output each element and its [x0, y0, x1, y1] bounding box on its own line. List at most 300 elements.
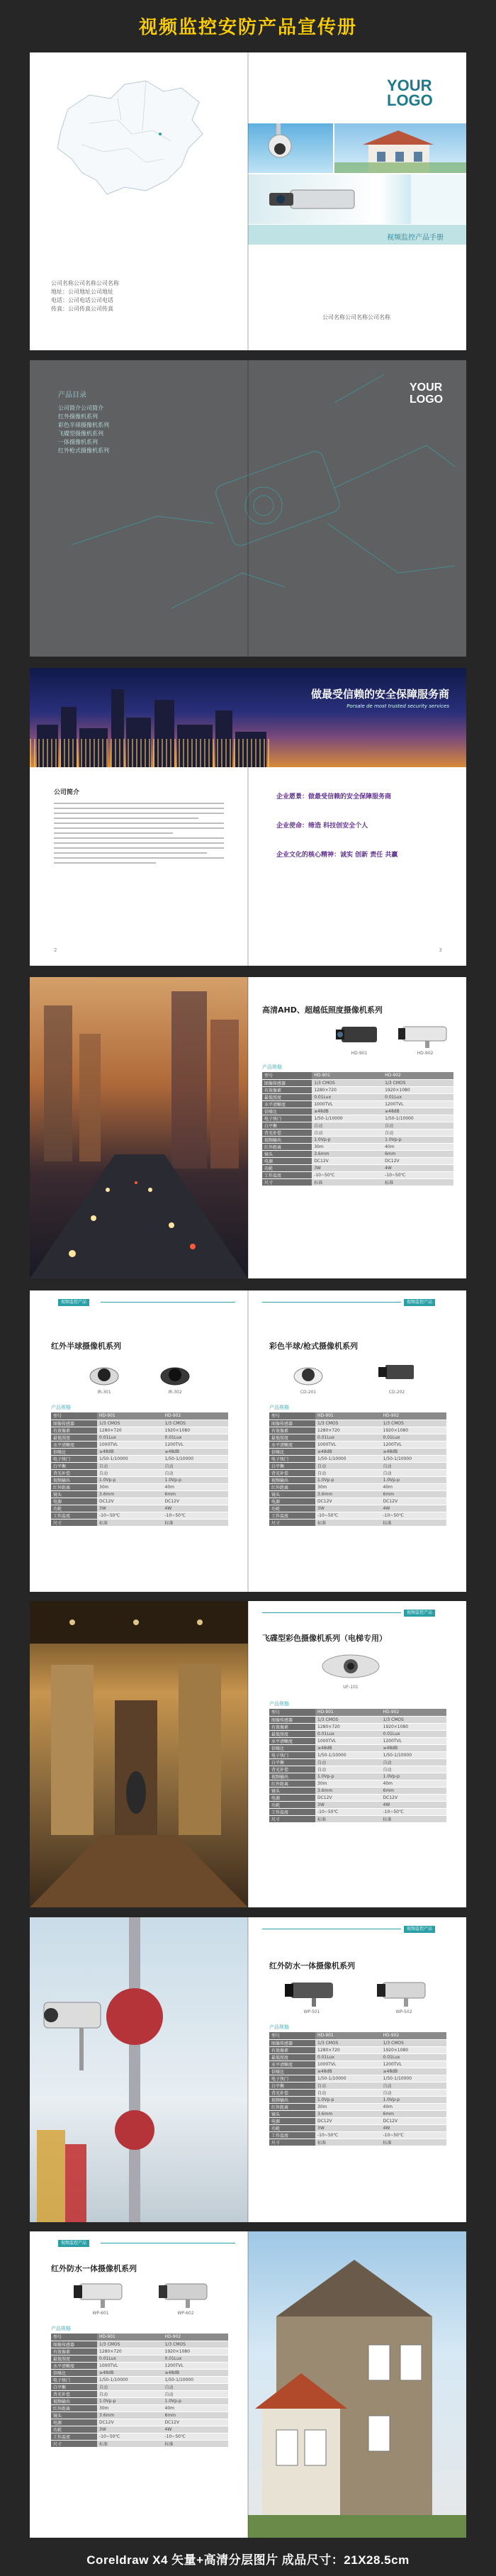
spec-cell: 镜头: [51, 2411, 97, 2419]
spec-cell: 1000TVL: [315, 1441, 381, 1448]
spec-row: [269, 1751, 446, 1758]
spec-cell: 1.0Vp-p: [381, 1773, 447, 1780]
spec-cell: 4W: [381, 2124, 447, 2131]
spec-cell: 1.0Vp-p: [381, 1476, 447, 1483]
spec-cell: ≥48dB: [315, 1744, 381, 1751]
spec-row: [269, 1794, 446, 1801]
spec-cell: 1.0Vp-p: [383, 1136, 453, 1143]
company-address-line: 地址：公司地址公司地址: [51, 289, 113, 295]
spec-label: 产品规格: [262, 1064, 282, 1070]
spec-cell: DC12V: [383, 1157, 453, 1164]
waterproof-series-page: [248, 1917, 466, 2222]
spec-cell: -10~50℃: [312, 1171, 383, 1178]
spec-cell: 最低照度: [269, 1434, 315, 1441]
spec-cell: 1/50-1/10000: [381, 1455, 447, 1462]
logo-text: YOUR LOGO: [387, 77, 433, 109]
spec-cell: -10~50℃: [97, 1512, 163, 1519]
spec-row: [269, 2103, 446, 2110]
spec-cell: 1200TVL: [381, 1441, 447, 1448]
spec-row: [269, 1787, 446, 1794]
spec-cell: HD-901: [315, 2032, 381, 2039]
bullet-camera-image: [283, 1977, 340, 2008]
spec-cell: -10~50℃: [163, 1512, 229, 1519]
spec-cell: 3W: [315, 2124, 381, 2131]
spec-cell: DC12V: [381, 2117, 447, 2124]
spec-cell: 6mm: [381, 2110, 447, 2117]
spec-cell: 视频输出: [269, 2096, 315, 2103]
spec-cell: 自动: [97, 1462, 163, 1469]
spec-cell: DC12V: [97, 2419, 163, 2426]
spec-row: [51, 2376, 228, 2383]
spec-cell: 自动: [163, 1469, 229, 1476]
spec-cell: 0.01Lux: [315, 2053, 381, 2061]
spec-cell: ≥48dB: [312, 1108, 383, 1115]
spec-cell: 自动: [315, 1462, 381, 1469]
spec-cell: 30m: [315, 2103, 381, 2110]
spec-cell: 40m: [163, 1483, 229, 1490]
spec-cell: 自动: [381, 1758, 447, 1766]
spec-row: [262, 1143, 453, 1150]
spec-row: [269, 1815, 446, 1822]
spec-cell: ≥48dB: [97, 1448, 163, 1455]
spec-row: [269, 2068, 446, 2075]
spec-cell: 水平清晰度: [269, 2061, 315, 2068]
spec-cell: 水平清晰度: [262, 1100, 312, 1108]
spec-cell: 型号: [262, 1072, 312, 1079]
spec-cell: 工作温度: [262, 1171, 312, 1178]
spec-cell: 1280×720: [97, 2348, 163, 2355]
spec-cell: 尺寸: [269, 1519, 315, 1526]
spec-cell: 自动: [163, 1462, 229, 1469]
spec-cell: 红外距离: [269, 2103, 315, 2110]
spec-row: [51, 1476, 228, 1483]
cover-photo-villa: [334, 123, 466, 173]
spec-cell: 40m: [163, 2404, 229, 2411]
spec-row: [269, 2096, 446, 2103]
spec-cell: 1/3 CMOS: [315, 1420, 381, 1427]
spec-cell: 1200TVL: [381, 1737, 447, 1744]
spec-cell: 电源: [51, 1498, 97, 1505]
spec-cell: 电源: [269, 2117, 315, 2124]
spec-cell: 1/50-1/10000: [383, 1115, 453, 1122]
camera-model-label: CD-202: [388, 1390, 405, 1395]
spread-house: [30, 2231, 466, 2538]
intro-paragraph: [54, 803, 224, 867]
spec-cell: 4W: [381, 1505, 447, 1512]
spec-cell: 1.0Vp-p: [312, 1136, 383, 1143]
spec-row: [269, 2053, 446, 2061]
mission-statement: 企业使命：缔造 科技创安全个人: [276, 823, 368, 830]
spec-row: [269, 1716, 446, 1723]
series-title: 高清AHD、超越低照度摄像机系列: [262, 1005, 383, 1015]
spec-cell: 1280×720: [97, 1427, 163, 1434]
spec-cell: 信噪比: [262, 1108, 312, 1115]
spec-row: [262, 1164, 453, 1171]
spec-row: [269, 2075, 446, 2082]
brochure-title: 视频监控产品手册: [387, 234, 444, 242]
ahd-series-page: [248, 977, 466, 1278]
spec-cell: 1920×1080: [163, 2348, 229, 2355]
spread-grey-cover: [30, 360, 466, 657]
spec-cell: 1/3 CMOS: [97, 1420, 163, 1427]
spec-cell: 1280×720: [315, 1427, 381, 1434]
box-camera-image: [376, 1358, 418, 1386]
ufo-camera-image: [319, 1645, 383, 1683]
spec-row: [269, 1412, 446, 1420]
spec-row: [269, 2082, 446, 2089]
spec-cell: 3.6mm: [312, 1150, 383, 1157]
page-title: 视频监控安防产品宣传册: [138, 17, 357, 38]
spec-cell: 电子快门: [51, 2376, 97, 2383]
spec-cell: 1000TVL: [312, 1100, 383, 1108]
spec-table: [51, 2334, 228, 2448]
contents-item: 红外枪式摄像机系列: [58, 447, 109, 454]
ir-waterproof-page: [30, 2231, 248, 2538]
spec-cell: 1/50-1/10000: [381, 2075, 447, 2082]
section-tag: 视频监控产品: [404, 1610, 435, 1617]
spec-cell: 1/50-1/10000: [381, 1751, 447, 1758]
contents-item: 飞碟型摄像机系列: [58, 430, 103, 437]
spec-cell: 1/3 CMOS: [381, 1716, 447, 1723]
page-number: 2: [54, 947, 57, 953]
spec-cell: 3.6mm: [97, 1490, 163, 1498]
spec-cell: 6mm: [383, 1150, 453, 1157]
spec-cell: 功耗: [51, 1505, 97, 1512]
spec-cell: 标准: [97, 1519, 163, 1526]
spec-cell: 工作温度: [51, 1512, 97, 1519]
spec-cell: 镜头: [269, 1490, 315, 1498]
spec-row: [51, 2397, 228, 2404]
spread-waterproof: [30, 1917, 466, 2222]
dome-camera-image: [86, 1358, 122, 1386]
contents-item: 公司简介公司简介: [58, 405, 103, 411]
spec-cell: 1920×1080: [383, 1086, 453, 1093]
spec-cell: 1280×720: [312, 1086, 383, 1093]
spec-cell: 3.6mm: [315, 2110, 381, 2117]
spec-cell: 背光补偿: [269, 2089, 315, 2096]
spec-row: [51, 2419, 228, 2426]
spec-cell: 有效像素: [269, 1723, 315, 1730]
spec-row: [269, 1758, 446, 1766]
spec-cell: -10~50℃: [97, 2433, 163, 2440]
spec-cell: 尺寸: [262, 1178, 312, 1186]
company-fax-line: 传真：公司传真公司传真: [51, 306, 113, 312]
china-map-outline: [40, 67, 217, 208]
spread-dome: [30, 1290, 466, 1592]
spec-cell: 功耗: [269, 1801, 315, 1808]
spec-row: [51, 2440, 228, 2447]
contents-item: 彩色半球摄像机系列: [58, 422, 109, 428]
spec-row: [262, 1079, 453, 1086]
spec-cell: 功耗: [269, 1505, 315, 1512]
spec-cell: 自动: [381, 1766, 447, 1773]
spec-cell: -10~50℃: [315, 1808, 381, 1815]
spec-row: [269, 1455, 446, 1462]
spec-cell: 图像传感器: [51, 2341, 97, 2348]
spec-cell: 有效像素: [269, 2046, 315, 2053]
slogan: 做最受信赖的安全保障服务商 Porsale de most trusted security services: [310, 688, 449, 709]
spec-cell: 白平衡: [262, 1122, 312, 1129]
spec-cell: 图像传感器: [269, 1420, 315, 1427]
spec-cell: 工作温度: [269, 2131, 315, 2139]
spec-cell: 1/3 CMOS: [315, 1716, 381, 1723]
spec-cell: HD-901: [97, 2334, 163, 2341]
spec-cell: ≥48dB: [163, 2369, 229, 2376]
spec-cell: 红外距离: [269, 1483, 315, 1490]
spec-cell: ≥48dB: [315, 1448, 381, 1455]
grey-front-page: [248, 360, 466, 657]
spec-cell: 4W: [383, 1164, 453, 1171]
camera-model-label: IR-301: [97, 1390, 111, 1395]
spec-cell: -10~50℃: [383, 1171, 453, 1178]
city-road-photo: [30, 977, 248, 1278]
culture-statement: 企业文化的核心精神：诚实 创新 责任 共赢: [276, 852, 398, 859]
spec-cell: 红外距离: [269, 1780, 315, 1787]
spec-cell: 3W: [315, 1801, 381, 1808]
spec-row: [51, 2369, 228, 2376]
spec-cell: 白平衡: [51, 2383, 97, 2390]
spec-cell: 信噪比: [269, 1744, 315, 1751]
spec-label: 产品规格: [51, 1405, 71, 1410]
spec-cell: 工作温度: [269, 1512, 315, 1519]
spec-cell: 30m: [315, 1483, 381, 1490]
spec-cell: 1/50-1/10000: [163, 1455, 229, 1462]
spec-cell: 标准: [315, 2139, 381, 2146]
camera-model-label: HD-901: [351, 1051, 368, 1056]
spec-cell: 自动: [315, 1469, 381, 1476]
spec-cell: 自动: [312, 1122, 383, 1129]
spec-cell: HD-901: [97, 1412, 163, 1420]
spec-label: 产品规格: [269, 1405, 289, 1410]
back-page: [30, 52, 248, 350]
front-cover: [248, 52, 466, 350]
spec-cell: 功耗: [51, 2426, 97, 2433]
spec-cell: 型号: [269, 1412, 315, 1420]
spec-cell: 1/50-1/10000: [97, 1455, 163, 1462]
spec-row: [269, 1780, 446, 1787]
section-tag: 视频监控产品: [404, 1299, 435, 1306]
spec-cell: 1920×1080: [163, 1427, 229, 1434]
spec-cell: 1200TVL: [163, 2362, 229, 2369]
spec-cell: 30m: [97, 2404, 163, 2411]
spec-row: [262, 1122, 453, 1129]
spec-cell: HD-901: [312, 1072, 383, 1079]
spec-cell: 1/3 CMOS: [312, 1079, 383, 1086]
spec-cell: 3W: [97, 1505, 163, 1512]
spec-cell: HD-902: [383, 1072, 453, 1079]
spec-row: [51, 1462, 228, 1469]
bullet-camera-image: [376, 1977, 432, 2008]
camera-model-label: IR-302: [168, 1390, 182, 1395]
spec-table: [269, 1709, 446, 1823]
spec-table: [51, 1412, 228, 1527]
camera-model-label: WP-502: [395, 2009, 412, 2014]
spec-row: [269, 2046, 446, 2053]
spec-row: [51, 1441, 228, 1448]
spec-row: [51, 2411, 228, 2419]
spec-cell: 背光补偿: [269, 1469, 315, 1476]
spread-ufo: [30, 1601, 466, 1907]
spec-cell: ≥48dB: [381, 2068, 447, 2075]
spec-row: [269, 1434, 446, 1441]
spec-cell: 1.0Vp-p: [315, 1773, 381, 1780]
spec-cell: 有效像素: [269, 1427, 315, 1434]
spec-row: [269, 2139, 446, 2146]
spec-cell: 4W: [163, 1505, 229, 1512]
spec-cell: 红外距离: [51, 2404, 97, 2411]
spec-cell: HD-902: [163, 2334, 229, 2341]
spec-cell: 自动: [383, 1129, 453, 1136]
spec-cell: 自动: [315, 1758, 381, 1766]
spec-row: [269, 1483, 446, 1490]
spec-cell: 镜头: [51, 1490, 97, 1498]
spec-cell: 自动: [381, 1469, 447, 1476]
spec-cell: 自动: [163, 2390, 229, 2397]
intro-right-page: [248, 767, 466, 966]
spec-row: [269, 1498, 446, 1505]
spec-cell: 红外距离: [262, 1143, 312, 1150]
spec-cell: 1.0Vp-p: [163, 2397, 229, 2404]
spec-cell: -10~50℃: [163, 2433, 229, 2440]
section-tag: 视频监控产品: [58, 1299, 89, 1306]
spec-cell: 0.01Lux: [312, 1093, 383, 1100]
spec-cell: -10~50℃: [381, 2131, 447, 2139]
spec-cell: 图像传感器: [269, 2039, 315, 2046]
spec-cell: 1/3 CMOS: [163, 1420, 229, 1427]
spec-row: [269, 2032, 446, 2039]
spec-cell: 3W: [97, 2426, 163, 2433]
company-phone-line: 电话：公司电话公司电话: [51, 297, 113, 303]
spec-row: [262, 1171, 453, 1178]
spec-row: [51, 1469, 228, 1476]
spec-cell: HD-901: [315, 1412, 381, 1420]
house-photo: [248, 2231, 466, 2538]
spec-cell: 40m: [381, 1780, 447, 1787]
city-night-banner: [30, 668, 466, 767]
spec-cell: 3.6mm: [97, 2411, 163, 2419]
spec-cell: 1280×720: [315, 2046, 381, 2053]
spec-cell: 40m: [383, 1143, 453, 1150]
spec-cell: 功耗: [262, 1164, 312, 1171]
spec-cell: 图像传感器: [51, 1420, 97, 1427]
spread-ahd: [30, 977, 466, 1278]
spec-cell: 0.01Lux: [163, 2355, 229, 2362]
ir-dome-page: [30, 1290, 248, 1592]
spec-row: [269, 2089, 446, 2096]
spec-cell: 自动: [163, 2383, 229, 2390]
spec-row: [269, 1476, 446, 1483]
spec-row: [262, 1100, 453, 1108]
spec-row: [269, 1469, 446, 1476]
intro-left-page: [30, 767, 248, 966]
spread-cover: [30, 52, 466, 350]
spec-cell: 图像传感器: [269, 1716, 315, 1723]
spec-cell: 40m: [381, 1483, 447, 1490]
spec-row: [269, 2061, 446, 2068]
spec-cell: 标准: [315, 1815, 381, 1822]
spec-cell: 1200TVL: [381, 2061, 447, 2068]
spec-row: [51, 2383, 228, 2390]
spec-cell: 标准: [163, 1519, 229, 1526]
spec-cell: 型号: [51, 1412, 97, 1420]
spec-row: [269, 1766, 446, 1773]
cover-photo-sky-camera: [248, 123, 333, 173]
spec-cell: ≥48dB: [163, 1448, 229, 1455]
spec-cell: 自动: [381, 2089, 447, 2096]
camera-model-label: WP-602: [177, 2311, 194, 2316]
contents-item: 红外摄像机系列: [58, 413, 98, 420]
spec-label: 产品规格: [269, 2024, 289, 2030]
camera-model-label: CD-201: [300, 1390, 317, 1395]
spec-cell: 电子快门: [262, 1115, 312, 1122]
spec-cell: 3W: [315, 1505, 381, 1512]
footer-info: Coreldraw X4 矢量+高清分层图片 成品尺寸：21X28.5cm: [86, 2553, 410, 2567]
spec-cell: 1920×1080: [381, 2046, 447, 2053]
spec-cell: 镜头: [262, 1150, 312, 1157]
spec-cell: ≥48dB: [381, 1448, 447, 1455]
spec-cell: 1/50-1/10000: [97, 2376, 163, 2383]
spec-cell: 0.01Lux: [381, 1434, 447, 1441]
spec-cell: 背光补偿: [51, 2390, 97, 2397]
spec-cell: DC12V: [315, 2117, 381, 2124]
spec-cell: 6mm: [163, 1490, 229, 1498]
spec-cell: 水平清晰度: [51, 2362, 97, 2369]
spec-label: 产品规格: [269, 1701, 289, 1707]
spec-row: [269, 1709, 446, 1716]
spec-cell: 自动: [315, 1766, 381, 1773]
elevator-lobby-photo: [30, 1601, 248, 1907]
spec-cell: ≥48dB: [315, 2068, 381, 2075]
spec-cell: 1280×720: [315, 1723, 381, 1730]
spec-row: [51, 1434, 228, 1441]
spec-cell: 型号: [269, 2032, 315, 2039]
spec-cell: 信噪比: [51, 1448, 97, 1455]
spec-cell: 电源: [269, 1498, 315, 1505]
spec-cell: 1/3 CMOS: [315, 2039, 381, 2046]
spec-row: [51, 1483, 228, 1490]
spec-cell: 0.01Lux: [381, 2053, 447, 2061]
box-camera-image: [334, 1021, 384, 1049]
spec-cell: 1.0Vp-p: [97, 1476, 163, 1483]
spec-row: [269, 1808, 446, 1815]
spec-cell: 自动: [97, 1469, 163, 1476]
spec-cell: 背光补偿: [262, 1129, 312, 1136]
spec-cell: 3W: [312, 1164, 383, 1171]
spec-cell: 白平衡: [269, 2082, 315, 2089]
spec-cell: 有效像素: [51, 1427, 97, 1434]
spec-row: [51, 1512, 228, 1519]
spec-cell: 1/50-1/10000: [312, 1115, 383, 1122]
spec-row: [51, 2355, 228, 2362]
spec-cell: 工作温度: [269, 1808, 315, 1815]
spec-cell: 白平衡: [269, 1758, 315, 1766]
dome-camera-image: [157, 1358, 193, 1386]
spec-cell: 40m: [381, 2103, 447, 2110]
spec-cell: DC12V: [163, 1498, 229, 1505]
spec-cell: 1/50-1/10000: [315, 2075, 381, 2082]
spec-cell: 标准: [381, 2139, 447, 2146]
spec-row: [269, 1730, 446, 1737]
spec-cell: 信噪比: [269, 1448, 315, 1455]
spec-cell: 1/3 CMOS: [381, 1420, 447, 1427]
spec-cell: 0.01Lux: [163, 1434, 229, 1441]
spec-cell: DC12V: [381, 1498, 447, 1505]
spec-cell: 水平清晰度: [269, 1441, 315, 1448]
spec-cell: 电子快门: [51, 1455, 97, 1462]
spec-cell: DC12V: [315, 1498, 381, 1505]
spec-row: [51, 2341, 228, 2348]
spec-cell: 尺寸: [269, 2139, 315, 2146]
